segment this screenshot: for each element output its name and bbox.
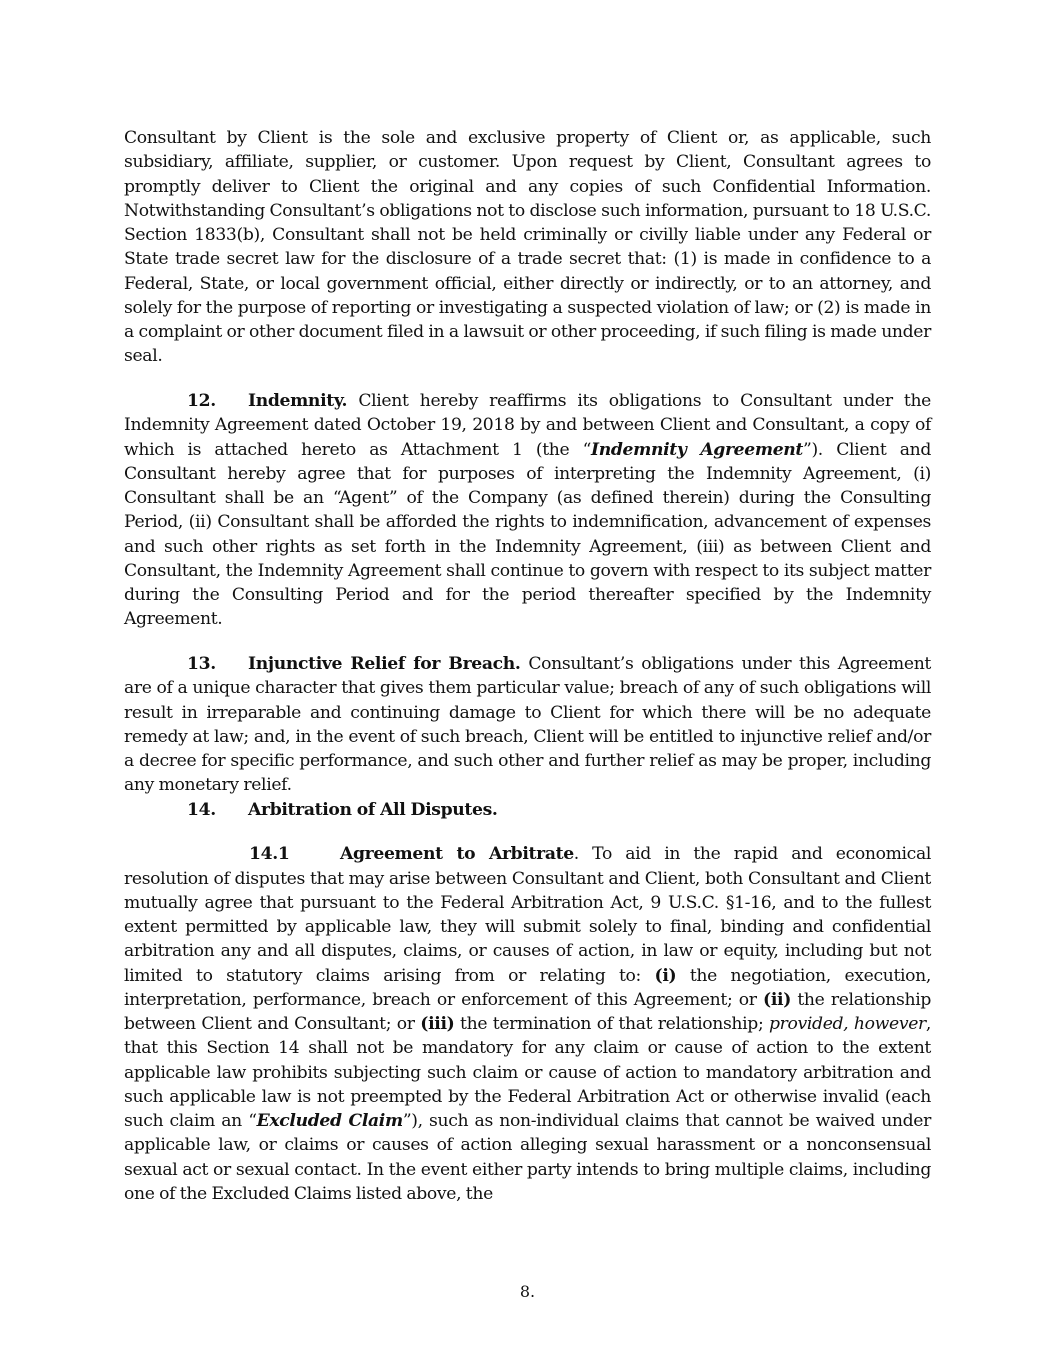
list-marker: (i) [654,965,677,986]
section-title: Indemnity. [248,391,348,411]
section-text: ”), such as non-individual claims that cannot be waived under applicable law, or claims or causes of action alleging sexual harassment or a nonconsensual sexual act or sexual contact. In the event either party intends to bring multiple claims, including one of the Excluded Claims listed above, the [124,1111,931,1204]
section-text: , that this Section 14 shall not be mandatory for any claim or cause of action to the extent applicable law prohibits subjecting such claim or cause of action to mandatory arbitration and such applicable law is not preempted by the Federal Arbitration Act or otherwise invalid (each such claim an “ [124,1014,932,1131]
section-text: ”). Client and Consultant hereby agree that for purposes of interpreting the Indemnity Agreement, (i) Consultant shall be an “Agent” of the Company (as defined therein) during the Consulting Period, (ii) Consultant shall be afforded the rights to indemnification, advancement of expenses and such other rights as set forth in the Indemnity Agreement, (iii) as between Client and Consultant, the Indemnity Agreement shall continue to govern with respect to its subject matter during the Consulting Period and for the period thereafter specified by the Indemnity Agreement. [124,439,931,630]
list-marker: (ii) [763,989,791,1010]
section-text: the termination of that relationship; [454,1014,770,1034]
page-number: 8. [519,1282,536,1301]
section-text: Consultant’s obligations under this Agreement are of a unique character that gives them particular value; breach of any of such obligations will result in irreparable and continuing damage to Client for which there will be no adequate remedy at law; and, in the event of such breach, Client will be entitled to injunctive relief and/or a decree for specific performance, and such other and further relief as may be proper, including any monetary relief. [124,654,931,796]
section-number: 14. [187,799,216,820]
section-13-injunctive-relief [124,652,931,798]
section-text: the relationship between Client and Consultant; or [124,989,931,1034]
section-number: 13. [187,654,216,674]
section-title: Injunctive Relief for Breach. [248,654,521,674]
paragraph-confidential-information: Consultant by Client is the sole and exclusive property of Client or, as applicable, such subsidiary, affiliate, supplier, or customer. Upon request by Client, Consultant agrees to promptly deliver to Client the original and any copies of such Confidential Information. Notwithstanding Consultant’s obligations not to disclose such information, pursuant to 18 U.S.C. Section 1833(b), Consultant shall not be held criminally or civilly liable under any Federal or State trade secret law for the disclosure of a trade secret that: (1) is made in confidence to a Federal, State, or local government official, either directly or indirectly, or to an attorney, and solely for the purpose of reporting or investigating a suspected violation of law; or (2) is made in a complaint or other document filed in a lawsuit or other proceeding, if such filing is made under seal. [124,128,931,367]
section-text: Client hereby reaffirms its obligations to Consultant under the Indemnity Agreement dated October 19, 2018 by and between Client and Consultant, a copy of which is attached hereto as Attachment 1 (the “ [124,391,931,460]
section-title: Agreement to Arbitrate [340,844,574,865]
defined-term: Indemnity Agreement [591,439,804,460]
section-14-arbitration-heading [124,798,931,822]
section-12-indemnity [124,389,931,632]
section-number: 12. [187,391,216,411]
proviso: provided, however [769,1014,926,1034]
list-marker: (iii) [420,1014,455,1034]
section-14-1-agreement-to-arbitrate [124,842,931,1206]
defined-term: Excluded Claim [256,1111,403,1131]
document-body [124,126,931,1206]
section-title: Arbitration of All Disputes. [248,799,498,820]
section-number: 14.1 [249,844,290,865]
section-text: the negotiation, execution, interpretation, performance, breach or enforcement of this Agreement; or [124,965,931,1010]
section-text: . To aid in the rapid and economical resolution of disputes that may arise between Consultant and Client, both Consultant and Client mutually agree that pursuant to the Federal Arbitration Act, 9 U.S.C. §1-16, and to the fullest extent permitted by applicable law, they will submit solely to final, binding and confidential arbitration any and all disputes, claims, or causes of action, in law or equity, including but not limited to statutory claims arising from or relating to: [124,844,931,986]
